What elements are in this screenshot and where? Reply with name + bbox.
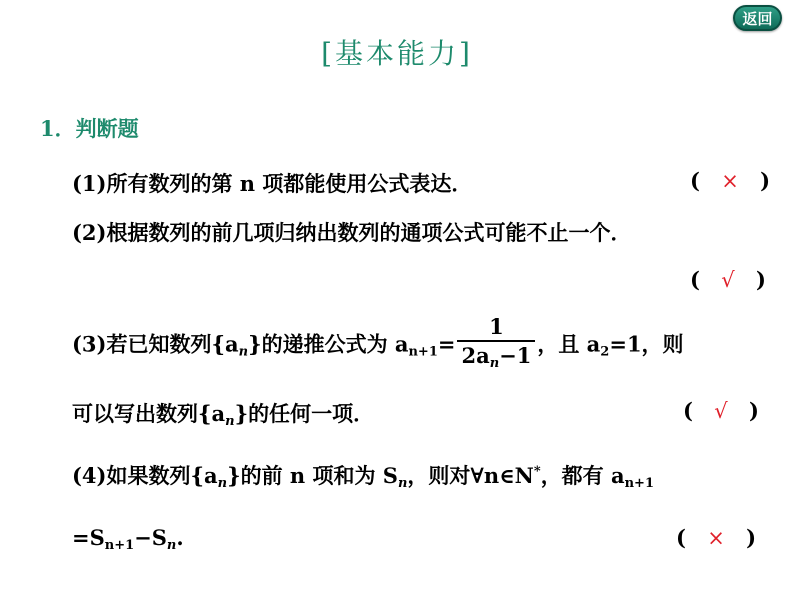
item-1-text: (1)所有数列的第 n 项都能使用公式表达． [72,171,473,196]
item-4-answer: ( × ) [676,525,757,550]
item-2-text: (2)根据数列的前几项归纳出数列的通项公式可能不止一个． [72,220,632,245]
section-title: [基本能力] [321,37,473,70]
item-3-answer: ( √ ) [683,398,759,423]
item-2-answer: ( √ ) [690,267,766,292]
item-1-answer: ( × ) [690,168,771,193]
return-button[interactable]: 返回 [733,5,782,31]
recurrence-fraction: $\frac{1}{2a_n-1}$ [457,314,535,378]
item-3-text: (3)若已知数列$\{a_n\}$的递推公式为 $a_{n+1}=$ $\frac{1}{2a_n-1}$ ，且 $a_2=1$，则 [72,314,684,378]
item-4-text: (4)如果数列$\{a_n\}$的前 n 项和为 $S_n$，则对∀n∈N*，都有 $a_{n+1}$ [72,463,654,491]
item-4-text-line2: $=S_{n+1}-S_n$. [72,525,184,553]
cross-mark-icon: × [707,526,725,550]
cross-mark-icon: × [721,169,739,193]
check-mark-icon: √ [714,399,728,423]
item-3-text-line2: 可以写出数列$\{a_n\}$的任何一项． [72,401,375,429]
check-mark-icon: √ [721,268,735,292]
question-heading: 1．判断题 [40,116,139,141]
